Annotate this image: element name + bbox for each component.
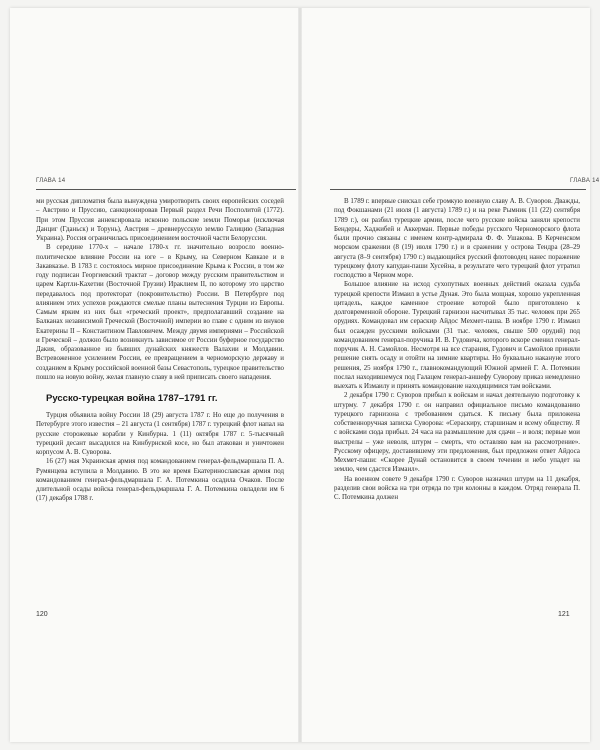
left-page xyxy=(10,8,300,742)
header-rule xyxy=(330,189,586,190)
paragraph: На военном совете 9 декабря 1790 г. Суворов назначил штурм на 11 декабря, разделив свои войска на три отряда по три колонны в каждом. Отряд генерала П. С. Потемкина должен xyxy=(334,475,580,501)
page-number: 121 xyxy=(558,611,570,618)
paragraph: В 1789 г. впервые снискал себе громкую военную славу А. В. Суворов. Дважды, под Фокшанами (21 июля (1 августа) 1789 г.) и на реке Рымник (11 (22) сентября 1789 г.), он разбил турецкие армии, после чего русские войска заняли крепости Бендеры, Хаджибей и Аккерман. Первые победы русского Черноморского флота были прочно связаны с именем контр-адмирала Ф. Ф. Ушакова. В Керченском морском сражении (8 (19) июля 1790 г.) и в сражении у острова Тендра (28–29 августа (8–9 сентября) 1790 г.) выдающийся русский флотоводец нанес поражение турецкому флоту капудан-паши Хусейна, в результате чего турецкий флот утратил господство в Черном море. xyxy=(334,198,580,279)
right-page xyxy=(300,8,600,742)
paragraph: 16 (27) мая Украинская армия под командованием генерал-фельдмаршала П. А. Румянцева вступила в Молдавию. В это же время Екатеринославская армия под командованием генерал-фельдмаршала Г. А. Потемкина осадила Очаков. После длительной осады войска генерал-фельдмаршала Г. А. Потемкина овладели им 6 (17) декабря 1788 г. xyxy=(36,458,284,503)
running-header: ГЛАВА 14 xyxy=(36,178,66,184)
header-rule xyxy=(36,189,296,190)
running-header: ГЛАВА 14 xyxy=(570,178,600,184)
right-page-body xyxy=(334,197,580,502)
paragraph: Большое влияние на исход сухопутных военных действий оказала судьба турецкой крепости Измаил в устье Дуная. Это была мощная, хорошо укрепленная цитадель, каждое каменное строение которой было приготовлено к долговременной обороне. Турецкий гарнизон насчитывал 35 тыс. человек при 265 орудиях. Командовал им сераскир Айдос Мехмет-паша. В ноябре 1790 г. Измаил был осажден русскими войсками (31 тыс. человек, свыше 500 орудий) под командованием генерал-поручика И. В. Гудовича, которого вскоре сменил генерал-поручик А. Н. Самойлов. Несмотря на все старания, Гудович и Самойлов приняли решение снять осаду и отойти на зимние квартиры. Но буквально накануне этого решения, 25 ноября 1790 г., главнокомандующий Южной армией Г. А. Потемкин послал находившемуся под Галацем генерал-аншефу Суворову приказ немедленно выехать к Измаилу и принять командование находящимися там войсками. xyxy=(334,281,580,390)
paragraph: В середине 1770-х – начале 1780-х гг. значительно возросло военно-политическое влияние России на юге – в Крыму, на Северном Кавказе и в Закавказье. В 1783 г. состоялось мирное присоединение Крыма к России, в том же году подписан Георгиевский трактат – договор между русским правительством и царем Картли-Кахетии (Восточной Грузии) Ираклием II, по которому это царство передавалось под протекторат (покровительство) России. В Петербурге под влиянием этих успехов рождаются смелые планы вытеснения Турции из Европы. Самым ярким из них был «греческий проект», предполагавший создание на Балканах независимой Греческой (Восточной) империи во главе с одним из внуков Екатерины II – Константином Павловичем. Между двумя империями – Российской и Греческой – должно было возникнуть зависимое от России буферное государство Дакия, образованное из бывших дунайских княжеств Валахии и Молдавии. Встревоженное усилением России, ее превращением в черноморскую державу и созданием в Крыму российской военной базы Севастополь, турецкое правительство пошло на новую войну, желая главную славу в ней приписать своего нападения. xyxy=(36,244,284,381)
section-title: Русско-турецкая война 1787–1791 гг. xyxy=(46,393,218,404)
page-number: 120 xyxy=(36,611,48,618)
book-spread xyxy=(10,8,600,742)
paragraph: 2 декабря 1790 г. Суворов прибыл к войскам и начал деятельную подготовку к штурму. 7 декабря 1790 г. он направил официальное письмо командованию турецкого гарнизона с требованием сдаться. К письму была приложена собственноручная записка Суворова: «Сераскиру, старшинам и всему обществу. Я с войсками сюда прибыл. 24 часа на размышление для сдачи – и воля; первые мои выстрелы – уже неволя, штурм – смерть, что оставляю вам на рассмотрение». Русскому офицеру, доставившему эти предложения, был предложен ответ Айдоса Мехмет-паши: «Скорее Дунай остановится в своем течении и небо упадет на землю, чем сдастся Измаил». xyxy=(334,392,580,474)
paragraph: Турция объявила войну России 18 (29) августа 1787 г. Но еще до получения в Петербурге этого известия – 21 августа (1 сентября) 1787 г. турецкий флот напал на русские сторожевые корабли у Кинбурна. 1 (11) октября 1787 г. 5-тысячный турецкий десант высадился на Кинбурнской косе, но был атакован и уничтожен корпусом А. В. Суворова. xyxy=(36,412,284,456)
paragraph: ми русская дипломатия была вынуждена умиротворить своих европейских соседей – Австрию и Пруссию, санкционировав Первый раздел Речи Посполитой (1772). При этом Пруссия аннексировала исконно польские земли Поморья (исключая Данциг (Гданьск) и Торунь), Австрия – древнерусскую землю Галицию (Западная Украина). Россия ограничилась присоединением восточной части Белоруссии. xyxy=(36,198,284,242)
left-page-body xyxy=(36,197,284,504)
